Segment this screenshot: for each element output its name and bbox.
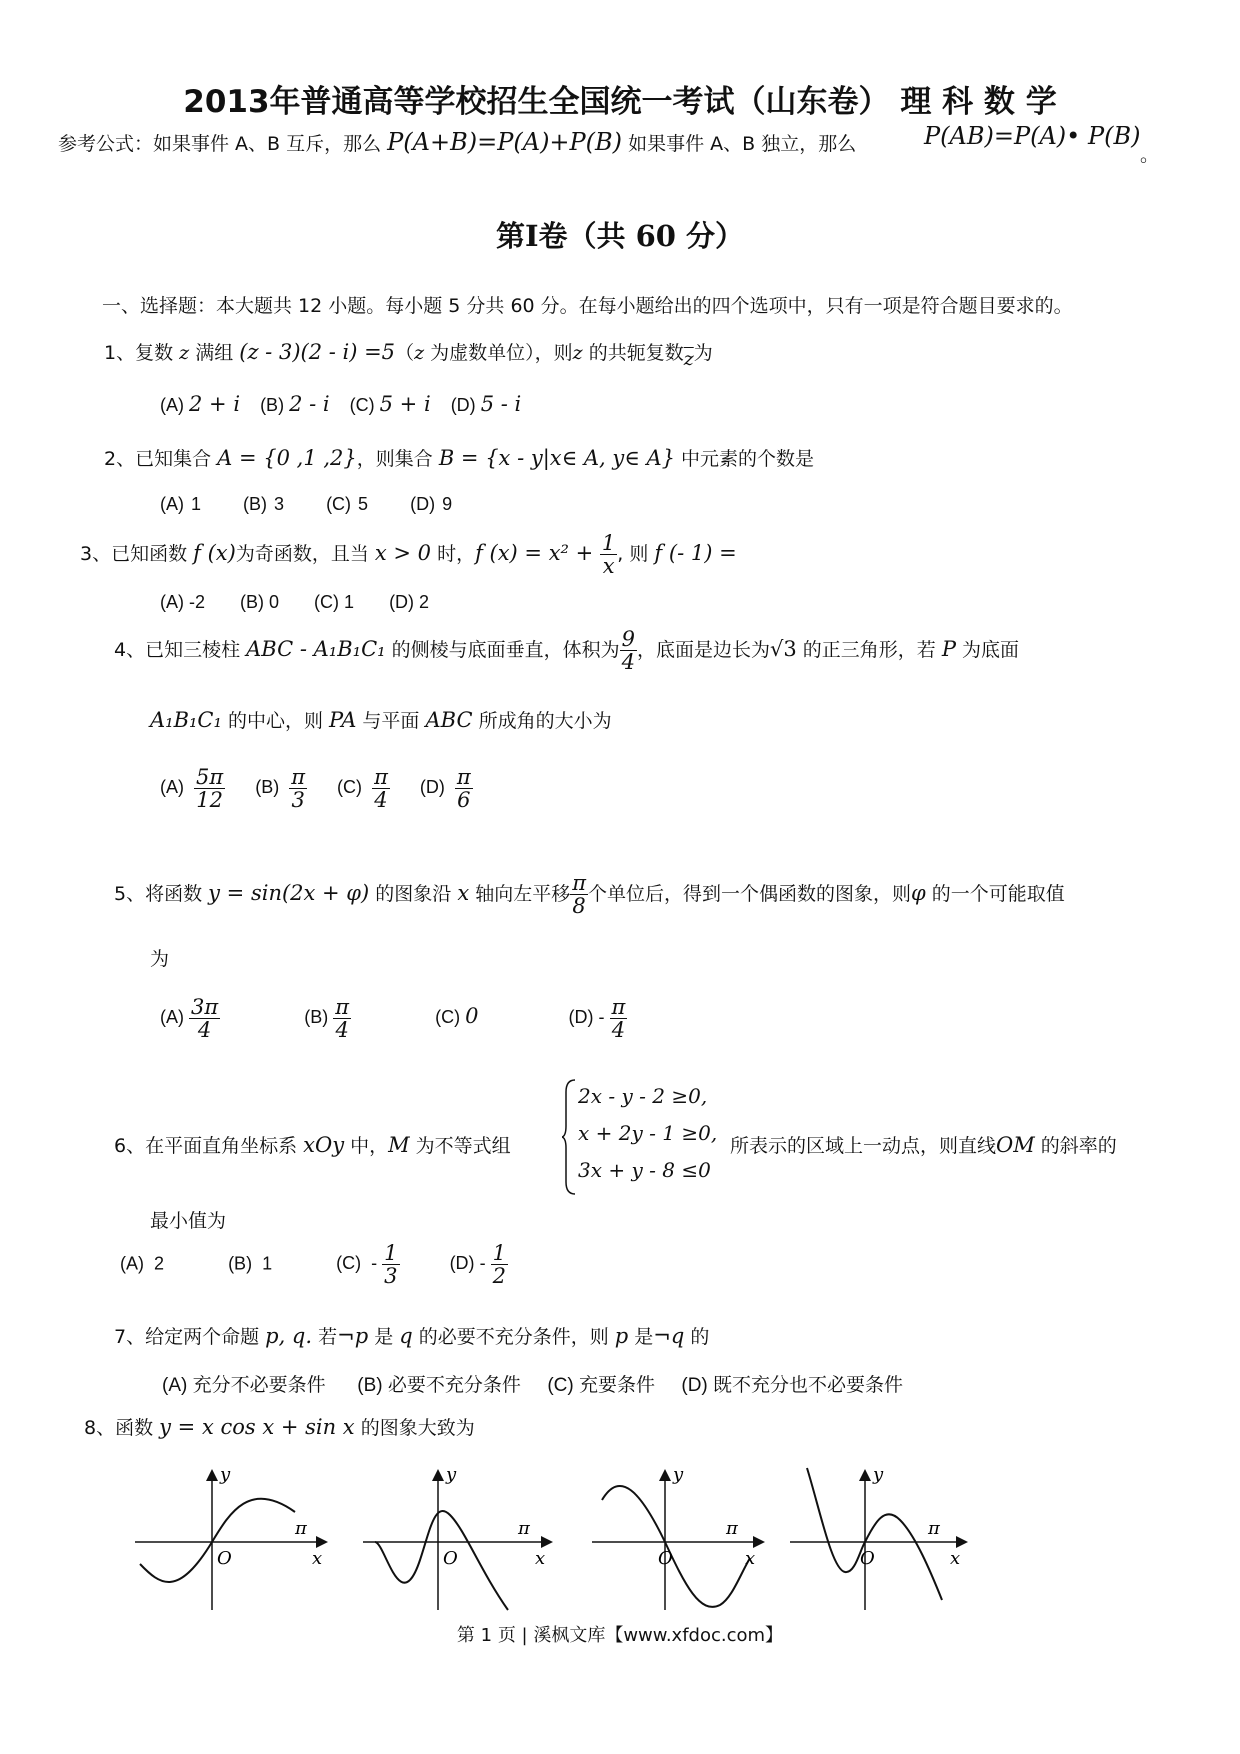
q1-options [160,392,521,416]
denominator: 4 [621,650,635,675]
q7-text: 是 [628,1326,654,1348]
q7-math: ¬q [653,1324,685,1348]
option-value: 5 - i [480,392,522,416]
q4-text: 与平面 [356,710,426,732]
x-label: x [745,1548,756,1569]
option-label: (A) [160,777,184,798]
question-2 [104,444,814,471]
q6-option-d[interactable] [449,1241,508,1289]
inequality-2: x + 2y - 1 ≥0, [578,1121,718,1145]
q6-text: 中， [344,1135,389,1157]
numerator: π [374,765,388,789]
q7-text: 的 [684,1326,710,1348]
pi-label: π [726,1518,738,1539]
q3-math: f (x) = x² + [475,541,600,566]
option-value: 1 [262,1253,273,1274]
q3-option-c[interactable]: (C) 1 [314,592,355,612]
q4-text: 为底面 [956,639,1020,662]
q7-text: 7、给定两个命题 [114,1326,266,1348]
y-label: y [873,1464,884,1485]
ref-formula-exclusive: P(A+B)=P(A)+P(B) [387,128,623,156]
q2-math: B = {x - y|x∈ A, y∈ A} [438,446,675,470]
y-label: y [220,1464,231,1485]
q8-text: 8、函数 [84,1417,160,1439]
numerator: 1 [601,531,616,555]
pi-label: π [928,1518,940,1539]
denominator: 4 [374,788,388,813]
option-label: (A) [120,1253,144,1274]
option-value: 2 + i [189,392,241,416]
q1-math: (z - 3)(2 - i) =5 [239,340,396,364]
ref-formula-independent: P(AB)=P(A)• P(B) [924,122,1141,150]
denominator: 3 [291,788,305,813]
question-4-line-2 [150,706,612,733]
curve [602,1486,750,1607]
graph-option-a[interactable] [135,1464,325,1610]
inequality-3: 3x + y - 8 ≤0 [578,1158,711,1182]
q2-option-d[interactable]: (D) 9 [410,494,453,514]
q7-option-b[interactable]: (B) 必要不充分条件 [357,1375,521,1396]
section-title: 第Ⅰ卷（共 60 分） [495,219,745,253]
denominator: x [602,554,615,579]
q7-math: p [614,1324,629,1348]
q5-text: 个单位后，得到一个偶函数的图象，则 [588,883,912,906]
q6-text: 为不等式组 [409,1135,511,1157]
q1-math: z [179,342,190,364]
option-label: (A) [160,1007,184,1028]
question-6 [114,1131,511,1158]
q4-option-c[interactable] [337,765,390,813]
option-label: (B) [304,1007,329,1028]
question-3 [80,532,737,577]
option-value: 5 + i [379,392,431,416]
origin-label: O [658,1548,673,1569]
graph-option-c[interactable] [592,1464,762,1610]
q5-math: x [457,881,470,906]
q3-math: x > 0 [374,541,432,566]
numerator: 3π [191,995,219,1019]
q4-text: ，底面是边长为 [637,639,771,662]
q4-text: 所成角的大小为 [472,710,612,732]
inequality-system [578,1078,717,1189]
q2-text: 2、已知集合 [104,448,218,470]
option-fraction [382,1242,399,1287]
q3-fraction [600,532,617,577]
curve [140,1499,295,1582]
q1-text: 为虚数单位），则 [424,342,573,364]
question-6-line-2: 最小值为 [150,1210,227,1232]
q3-options [160,592,429,613]
q5-math: y = sin(2x + φ) [208,881,370,906]
q6-options [120,1242,508,1287]
question-4 [114,628,1019,673]
option-label: (D) [568,1007,594,1028]
option-sign: - [598,1007,605,1028]
q5-option-d[interactable] [568,995,628,1043]
q2-text: ，则集合 [356,448,439,470]
option-fraction [455,766,473,811]
numerator: 1 [492,1241,506,1265]
question-7 [114,1322,709,1349]
option-label: (D) [449,1253,475,1274]
q3-text: , 则 [617,543,655,566]
y-label: y [673,1464,684,1485]
curve [375,1511,508,1610]
q5-math: φ [911,881,926,906]
numerator: π [456,765,471,789]
q3-option-a[interactable]: (A) -2 [160,592,205,612]
q4-text: 的中心，则 [221,710,330,732]
origin-label: O [217,1548,232,1569]
q4-fraction [620,628,637,673]
q5-option-a[interactable] [160,995,220,1043]
question-5-line-2: 为 [150,948,170,970]
option-fraction [194,766,225,811]
q1-math: z [572,342,583,364]
q7-math: ¬p [337,1324,369,1348]
option-label: (C) [349,395,375,415]
q1-math: z [414,342,425,364]
q1-conjugate: $\overline{z}$ [683,348,694,370]
question-5 [114,872,1065,917]
option-fraction [491,1242,508,1287]
q4-text: 的侧棱与底面垂直，体积为 [385,639,620,662]
graph-option-b[interactable] [363,1464,550,1610]
x-label: x [950,1548,961,1569]
denominator: 2 [492,1264,506,1289]
q4-math: P [941,637,956,662]
q4-options [160,766,473,811]
q3-math: f (x) [193,541,236,566]
q1-text: 的共轭复数 [582,342,684,364]
q5-option-c[interactable] [435,1004,479,1029]
denominator: 12 [196,788,223,813]
q2-option-b[interactable]: (B) 3 [243,494,285,514]
q7-options [162,1370,903,1397]
system-brace-icon [562,1078,578,1196]
x-label: x [312,1548,323,1569]
q4-option-a[interactable] [160,765,225,813]
q2-option-a[interactable]: (A) 1 [160,494,202,514]
q1-text: （ [395,342,415,364]
instructions: 一、选择题：本大题共 12 小题。每小题 5 分共 60 分。在每小题给出的四个选项中，只有一项是符合题目要求的。 [102,295,1073,317]
q4-math: √3 [770,637,797,662]
q6-text: 的斜率的 [1034,1135,1117,1157]
q1-option-a[interactable] [160,392,241,416]
q3-option-d[interactable]: (D) 2 [389,592,430,612]
q4-option-b[interactable] [255,765,307,813]
option-label: (C) [336,1253,362,1274]
q6-text: 6、在平面直角坐标系 [114,1135,304,1157]
numerator: 9 [621,627,635,651]
q5-options [160,996,627,1041]
q6-option-b[interactable] [228,1253,272,1273]
q4-math: A₁B₁C₁ [150,708,222,732]
q5-text: 的图象沿 [369,883,458,906]
option-label: (C) [337,777,363,798]
x-label: x [535,1548,546,1569]
q7-math: p, q. [265,1324,313,1348]
q6-text: 所表示的区域上一动点，则直线 [730,1135,997,1157]
origin-label: O [860,1548,875,1569]
q2-options [160,494,452,515]
denominator: 6 [457,788,471,813]
q4-math: PA [329,708,357,732]
option-fraction [289,766,307,811]
q4-text: 的正三角形，若 [796,639,942,662]
q1-option-b[interactable] [260,392,330,416]
numerator: 1 [384,1241,398,1265]
origin-label: O [443,1548,458,1569]
question-6-cont [730,1131,1117,1158]
q6-math: xOy [303,1133,345,1157]
q2-option-c[interactable]: (C) 5 [326,494,369,514]
q8-text: 的图象大致为 [354,1417,475,1439]
q8-graphs [120,1460,1120,1620]
q7-math: q [399,1324,413,1348]
q6-math: OM [996,1133,1035,1157]
q5-fraction [570,872,588,917]
q7-option-c[interactable]: (C) 充要条件 [547,1375,655,1396]
numerator: π [572,871,587,895]
numerator: π [335,995,350,1019]
q7-option-d[interactable]: (D) 既不充分也不必要条件 [681,1375,904,1396]
denominator: 4 [335,1018,349,1043]
denominator: 3 [384,1264,398,1289]
option-fraction [372,766,390,811]
option-label: (A) [160,395,184,415]
option-label: (D) [450,395,476,415]
q1-option-d[interactable] [450,392,522,416]
page-title: 2013年普通高等学校招生全国统一考试（山东卷） 理 科 数 学 [183,84,1057,120]
denominator: 4 [197,1018,212,1043]
numerator: π [291,765,306,789]
q3-text: 为奇函数，且当 [235,543,375,566]
ref-prefix: 参考公式：如果事件 A、B 互斥，那么 [58,133,388,155]
q4-option-d[interactable] [419,765,473,813]
pi-label: π [518,1518,530,1539]
option-label: (B) [228,1253,253,1274]
ref-end: 。 [1140,144,1160,166]
option-label: (D) [419,777,445,798]
option-sign: - [371,1253,378,1274]
q2-text: 中元素的个数是 [674,448,815,470]
q3-text: 3、已知函数 [80,543,194,566]
q7-text: 是 [368,1326,400,1348]
option-fraction [189,996,220,1041]
numerator: 5π [196,765,224,789]
option-value: 2 [154,1253,165,1274]
reference-formulas [58,128,856,156]
option-sign: - [479,1253,486,1274]
q6-option-a[interactable] [120,1253,164,1273]
q4-math: ABC [425,708,473,732]
q5-option-b[interactable] [304,995,351,1043]
pi-label: π [295,1518,307,1539]
numerator: π [611,995,626,1019]
option-label: (B) [260,395,285,415]
question-1 [104,338,713,370]
option-label: (B) [255,777,280,798]
denominator: 8 [572,894,586,919]
inequality-1: 2x - y - 2 ≥0, [578,1084,708,1108]
y-label: y [446,1464,457,1485]
option-fraction [333,996,351,1041]
q1-option-c[interactable] [349,392,431,416]
q2-math: A = {0 ,1 ,2} [217,446,357,470]
q1-text: 满组 [189,342,240,364]
denominator: 4 [611,1018,626,1043]
curve [807,1468,942,1600]
q4-text: 4、已知三棱柱 [114,639,247,662]
question-8 [84,1413,475,1440]
q5-text: 5、将函数 [114,883,209,906]
graph-option-d[interactable] [790,1464,965,1610]
q1-text: 为 [693,342,713,364]
ref-mid: 如果事件 A、B 独立，那么 [622,133,857,155]
option-label: (C) [435,1007,461,1028]
q7-option-a[interactable]: (A) 充分不必要条件 [162,1375,326,1396]
q4-math: ABC - A₁B₁C₁ [246,637,386,662]
q3-math: f (- 1) = [654,541,737,566]
option-value: 2 - i [289,392,330,416]
q5-text: 的一个可能取值 [925,883,1065,906]
page-footer: 第 1 页 | 溪枫文库【www.xfdoc.com】 [456,1625,784,1646]
q3-option-b[interactable]: (B) 0 [240,592,280,612]
q3-text: 时， [431,543,476,566]
option-fraction [610,996,628,1041]
q7-text: 若 [312,1326,338,1348]
q6-option-c[interactable] [336,1241,399,1289]
q6-math: M [388,1133,410,1157]
q7-text: 的必要不充分条件，则 [412,1326,615,1348]
option-value: 0 [465,1004,479,1029]
q1-text: 1、复数 [104,342,180,364]
q8-math: y = x cos x + sin x [159,1415,355,1439]
q5-text: 轴向左平移 [469,883,571,906]
